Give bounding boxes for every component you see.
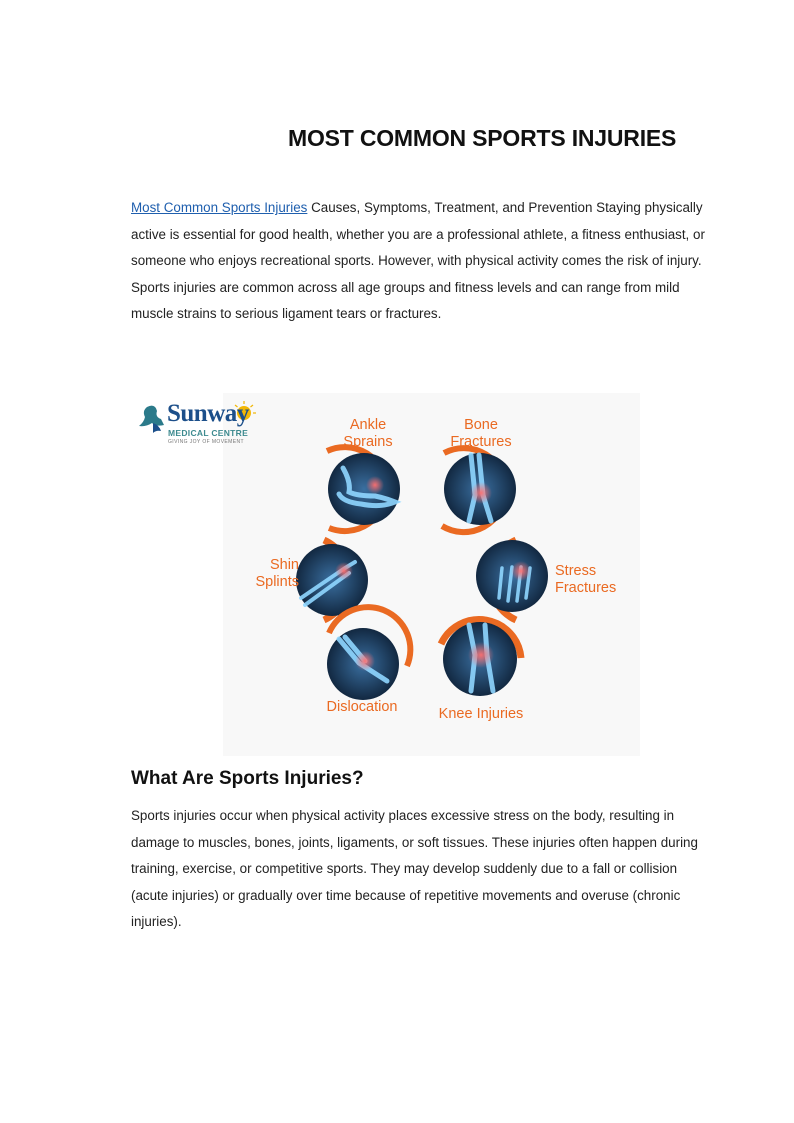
intro-text: Causes, Symptoms, Treatment, and Prevention Staying physically active is essential for good health, whether you are a professional athlete, a fitness enthusiast, or someone who enjoys recreational sports. However, with physical activity comes the risk of injury. Sports injuries are common across all age groups and fitness levels and can range from mild muscle strains to serious ligament tears or fractures. (131, 200, 705, 321)
logo-subtitle: MEDICAL CENTRE (168, 428, 249, 438)
knee-xray-icon (441, 620, 521, 696)
label-shin-splints: Shin Splints (255, 557, 299, 590)
intro-paragraph (131, 195, 711, 328)
logo-name: Sunway (167, 400, 249, 427)
logo-tagline: GIVING JOY OF MOVEMENT (168, 439, 244, 445)
ankle-xray-icon (327, 447, 400, 531)
label-ankle-sprains: Ankle Sprains (343, 417, 393, 450)
section-paragraph: Sports injuries occur when physical activity places excessive stress on the body, resulting in damage to muscles, bones, joints, ligaments, or soft tissues. These injuries often happen during training, exercise, or competitive sports. They may develop suddenly due to a fall or collision (acute injuries) or gradually over time because of repetitive movements and overuse (chronic injuries). (131, 808, 698, 929)
label-dislocation: Dislocation (326, 699, 398, 715)
foot-xray-icon (476, 540, 548, 620)
section-heading: What Are Sports Injuries? (131, 768, 364, 789)
label-knee-injuries: Knee Injuries (438, 706, 524, 722)
injuries-infographic (131, 393, 641, 756)
bone-xray-icon (442, 448, 516, 532)
elbow-xray-icon (327, 607, 410, 700)
label-bone-fractures: Bone Fractures (450, 417, 512, 450)
label-stress-fractures: Stress Fractures (555, 563, 617, 596)
intro-link[interactable]: Most Common Sports Injuries (131, 200, 308, 215)
page-title: MOST COMMON SPORTS INJURIES (288, 125, 677, 151)
